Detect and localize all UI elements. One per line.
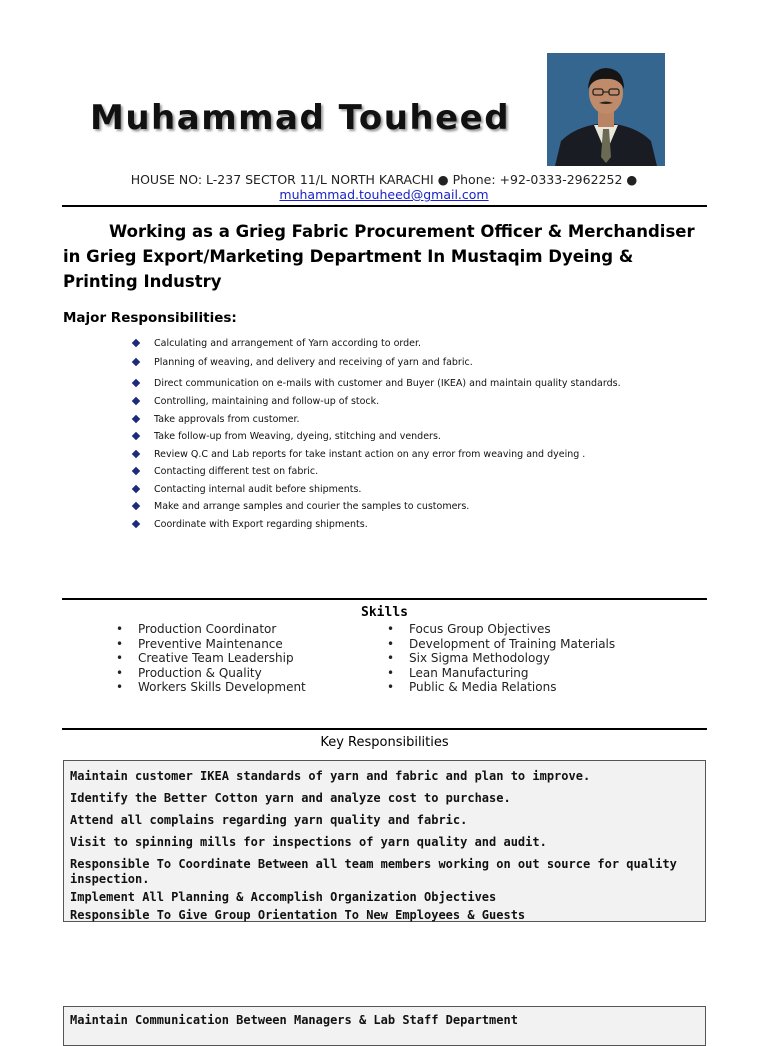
list-item: • Production Coordinator [116,622,306,637]
list-item: • Development of Training Materials [387,637,615,652]
diamond-bullet-icon [132,415,140,423]
skills-divider [62,598,707,600]
list-item: • Focus Group Objectives [387,622,615,637]
list-item: • Creative Team Leadership [116,651,306,666]
header-divider [62,205,707,207]
diamond-bullet-icon [132,397,140,405]
diamond-bullet-icon [132,339,140,347]
key-item: Identify the Better Cotton yarn and analyze cost to purchase. [70,791,511,805]
list-item: • Preventive Maintenance [116,637,306,652]
diamond-bullet-icon [132,432,140,440]
list-item: • Workers Skills Development [116,680,306,695]
skills-list-right [387,622,615,695]
key-responsibilities-heading: Key Responsibilities [320,735,449,750]
list-item: • Six Sigma Methodology [387,651,615,666]
key-responsibilities-box [63,760,706,922]
diamond-bullet-icon [132,520,140,528]
key-divider [62,728,707,730]
key-item: Attend all complains regarding yarn quality and fabric. [70,813,468,827]
key-item: Responsible To Give Group Orientation To New Employees & Guests [70,908,526,922]
key-item: Maintain Communication Between Managers & Lab Staff Department [70,1013,518,1027]
diamond-bullet-icon [132,502,140,510]
diamond-bullet-icon [132,485,140,493]
key-item: Maintain customer IKEA standards of yarn and fabric and plan to improve. [70,769,591,783]
diamond-bullet-icon [132,358,140,366]
diamond-bullet-icon [132,467,140,475]
diamond-bullet-icon [132,379,140,387]
profile-photo [547,53,665,166]
phone-label: Phone: [452,172,496,187]
current-position-headline: Working as a Grieg Fabric Procurement Officer & Merchandiser in Grieg Export/Marketing Department In Mustaqim Dyeing & Printing Industry [63,222,695,291]
continued-responsibilities-box [63,1006,706,1046]
candidate-name: Muhammad Touheed [90,98,511,138]
list-item: • Production & Quality [116,666,306,681]
separator-bullet: ● [626,172,638,187]
separator-bullet: ● [437,172,449,187]
key-item: Implement All Planning & Accomplish Organization Objectives [70,890,497,904]
key-item: Visit to spinning mills for inspections of yarn quality and audit. [70,835,547,849]
skills-list-left [116,622,306,695]
major-responsibilities-heading: Major Responsibilities: [63,310,237,326]
diamond-bullet-icon [132,450,140,458]
portrait-image [547,53,665,166]
key-item: Responsible To Coordinate Between all team members working on out source for quality inspection. [70,857,677,886]
address-text: HOUSE NO: L-237 SECTOR 11/L NORTH KARACHI [130,172,434,187]
contact-info [60,172,708,202]
skills-heading: Skills [361,605,408,620]
email-link[interactable]: muhammad.touheed@gmail.com [279,187,489,202]
list-item: • Lean Manufacturing [387,666,615,681]
phone-number: +92-0333-2962252 [499,172,623,187]
list-item: • Public & Media Relations [387,680,615,695]
